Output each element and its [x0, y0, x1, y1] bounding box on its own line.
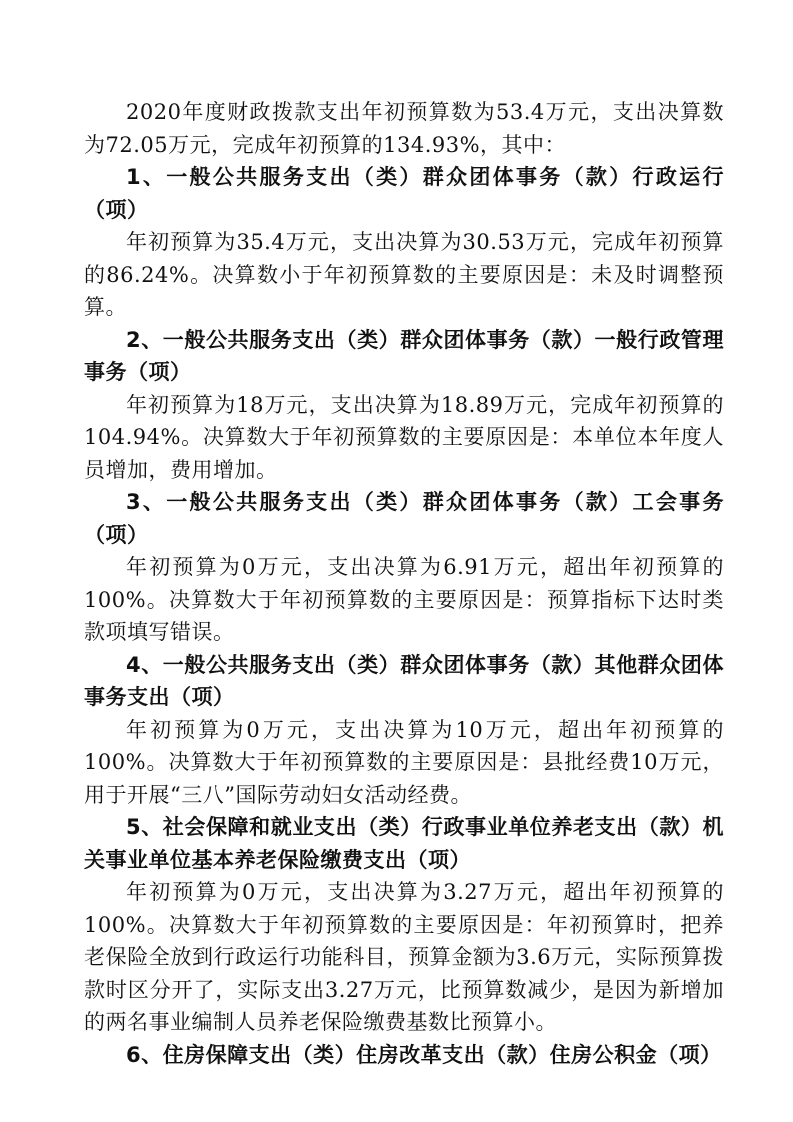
- section-6-heading: 6、住房保障支出（类）住房改革支出（款）住房公积金（项）: [126, 1042, 722, 1067]
- section-3-heading: 3、一般公共服务支出（类）群众团体事务（款）工会事务（项）: [84, 490, 724, 547]
- section-4-body: 年初预算为0万元，支出决算为10万元，超出年初预算的100%。决算数大于年初预算数的主要原因是：县批经费10万元，用于开展“三八”国际劳动妇女活动经费。: [84, 717, 724, 807]
- document-body: [84, 96, 724, 1071]
- intro-paragraph: 2020年度财政拨款支出年初预算数为53.4万元，支出决算数为72.05万元，完成年初预算的134.93%，其中：: [84, 100, 724, 157]
- section-1-body: 年初预算为35.4万元，支出决算为30.53万元，完成年初预算的86.24%。决算数小于年初预算数的主要原因是：未及时调整预算。: [84, 230, 724, 319]
- section-2-heading: 2、一般公共服务支出（类）群众团体事务（款）一般行政管理事务（项）: [84, 327, 724, 384]
- section-1-heading: 1、一般公共服务支出（类）群众团体事务（款）行政运行（项）: [84, 165, 724, 222]
- section-5-heading: 5、社会保障和就业支出（类）行政事业单位养老支出（款）机关事业单位基本养老保险缴费支出（项）: [84, 815, 724, 872]
- section-4-heading: 4、一般公共服务支出（类）群众团体事务（款）其他群众团体事务支出（项）: [84, 652, 724, 709]
- section-2-body: 年初预算为18万元，支出决算为18.89万元，完成年初预算的104.94%。决算数大于年初预算数的主要原因是：本单位本年度人员增加，费用增加。: [84, 392, 724, 482]
- section-5-body: 年初预算为0万元，支出决算为3.27万元，超出年初预算的100%。决算数大于年初预算数的主要原因是：年初预算时，把养老保险全放到行政运行功能科目，预算金额为3.6万元，实际预算拨款时区分开了，实际支出3.27万元，比预算数减少，是因为新增加的两名事业编制人员养老保险缴费基数比预算小。: [84, 880, 724, 1034]
- section-3-body: 年初预算为0万元，支出决算为6.91万元，超出年初预算的100%。决算数大于年初预算数的主要原因是：预算指标下达时类款项填写错误。: [84, 555, 724, 644]
